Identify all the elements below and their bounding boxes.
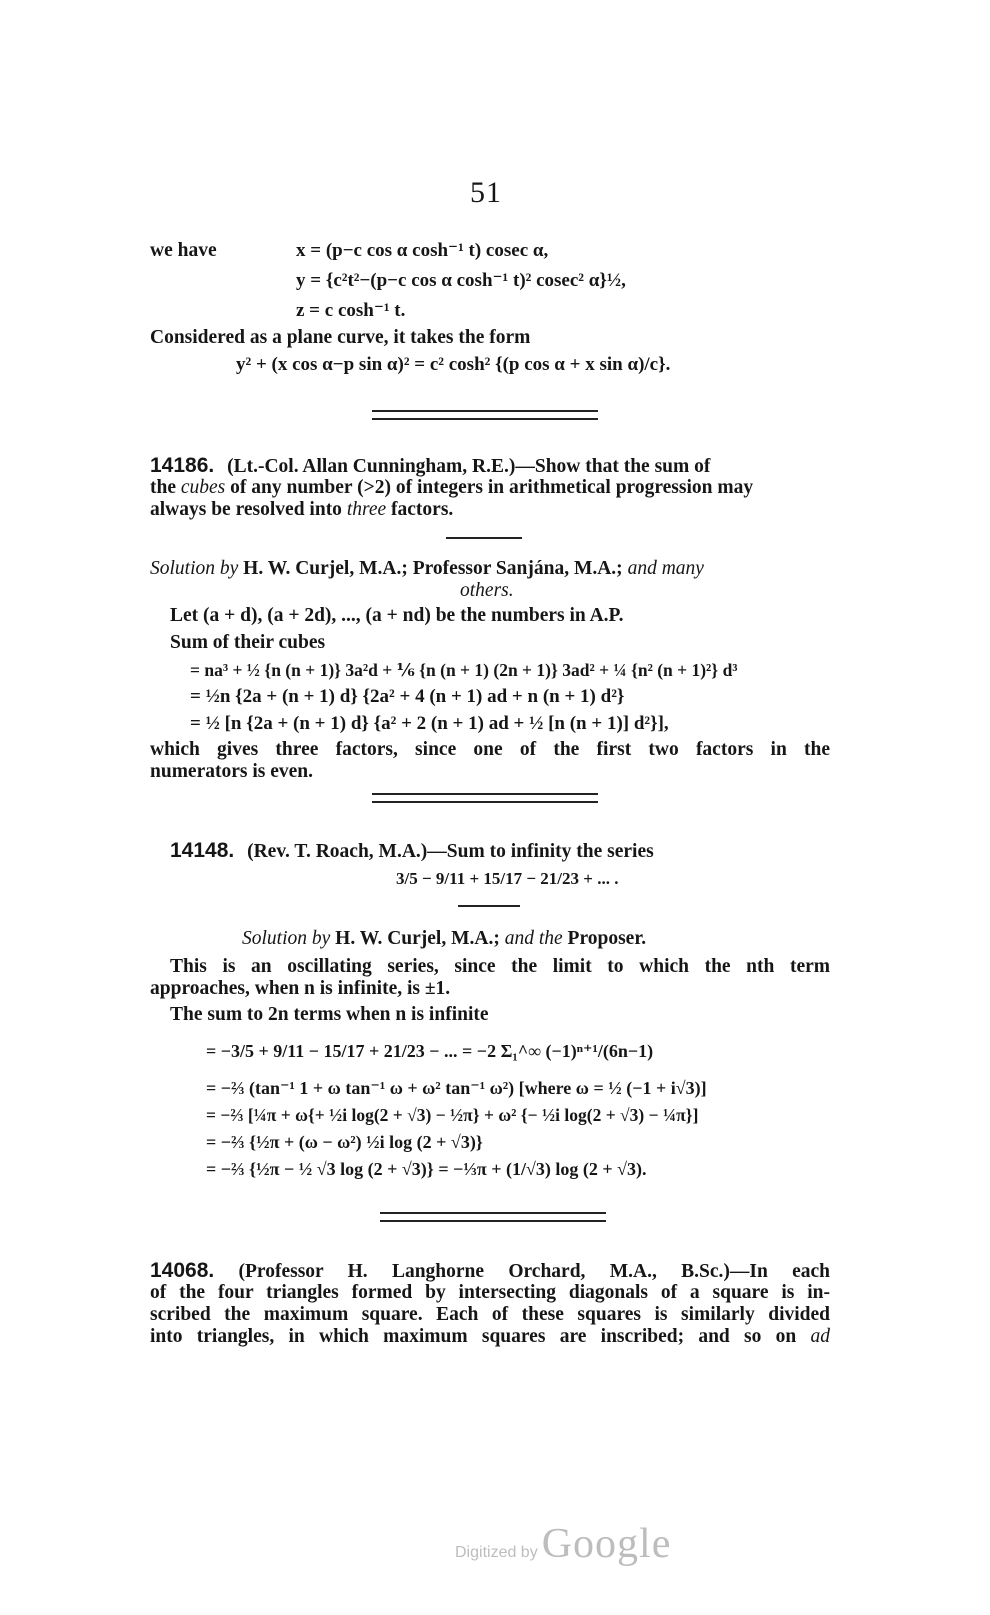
solution-by-line bbox=[150, 558, 704, 580]
emphasis-cubes: cubes bbox=[180, 477, 226, 498]
question-14068-line1 bbox=[150, 1260, 830, 1283]
others-label: others. bbox=[460, 580, 514, 601]
question-14148-line1 bbox=[170, 840, 654, 863]
page-number: 51 bbox=[470, 176, 502, 209]
and-many: and many bbox=[627, 558, 704, 579]
question-14186-line2 bbox=[150, 477, 753, 499]
and-the: and the bbox=[504, 928, 563, 949]
oscillating-line2: approaches, when n is infinite, is ±1. bbox=[150, 978, 451, 999]
solution-by-line bbox=[242, 928, 646, 950]
solvers: H. W. Curjel, M.A.; Professor Sanjána, M.A.; bbox=[243, 558, 623, 579]
plane-curve-text: Considered as a plane curve, it takes the form bbox=[150, 327, 531, 348]
question-14186-line1 bbox=[150, 455, 830, 478]
sum-2n-terms: The sum to 2n terms when n is infinite bbox=[170, 1004, 489, 1025]
question-14186-line3 bbox=[150, 499, 453, 521]
proposer: Proposer. bbox=[567, 928, 647, 949]
we-have-label: we have bbox=[150, 240, 217, 261]
solution-label: Solution by bbox=[150, 558, 239, 579]
question-author: (Rev. T. Roach, M.A.) bbox=[247, 841, 428, 862]
cubes-equation-2: = ½n {2a + (n + 1) d} {2a² + 4 (n + 1) ad + n (n + 1) d²} bbox=[190, 686, 625, 707]
solver: H. W. Curjel, M.A.; bbox=[335, 928, 500, 949]
factors-line2: numerators is even. bbox=[150, 761, 314, 782]
question-text: —Show that the sum of bbox=[515, 456, 711, 477]
question-text: —Sum to infinity the series bbox=[427, 841, 654, 862]
emphasis-ad: ad bbox=[810, 1326, 830, 1347]
solution-label: Solution by bbox=[242, 928, 331, 949]
oscillating-line1: This is an oscillating series, since the limit to which the nth term bbox=[170, 956, 830, 977]
text-run: of any number (>2) of integers in arithmetical progression may bbox=[225, 477, 754, 498]
sum-of-cubes-label: Sum of their cubes bbox=[170, 632, 326, 653]
cubes-equation-3: = ½ [n {2a + (n + 1) d} {a² + 2 (n + 1) ad + ½ [n (n + 1)] d²}], bbox=[190, 713, 669, 734]
question-number: 14186. bbox=[150, 454, 215, 477]
section-divider bbox=[372, 793, 598, 803]
question-14068-line4 bbox=[150, 1326, 830, 1348]
let-line: Let (a + d), (a + 2d), ..., (a + nd) be the numbers in A.P. bbox=[170, 605, 624, 626]
question-number: 14148. bbox=[170, 839, 235, 862]
question-14068-line3: scribed the maximum square. Each of these squares is similarly divided bbox=[150, 1304, 830, 1325]
plane-curve-equation: y² + (x cos α−p sin α)² = c² cosh² {(p cos α + x sin α)/c}. bbox=[236, 354, 671, 375]
text-run: always be resolved into bbox=[150, 499, 347, 520]
short-divider bbox=[458, 905, 520, 907]
question-14068-line2: of the four triangles formed by intersecting diagonals of a square is in- bbox=[150, 1282, 830, 1303]
emphasis-three: three bbox=[346, 499, 387, 520]
cubes-equation-1: = na³ + ½ {n (n + 1)} 3a²d + ⅙ {n (n + 1) (2n + 1)} 3ad² + ¼ {n² (n + 1)²} d³ bbox=[190, 660, 738, 680]
question-number: 14068. bbox=[150, 1259, 215, 1282]
series-equation-2: = −⅔ (tan⁻¹ 1 + ω tan⁻¹ ω + ω² tan⁻¹ ω²) [where ω = ½ (−1 + i√3)] bbox=[206, 1078, 707, 1098]
digitized-by-text: Digitized by bbox=[455, 1544, 538, 1561]
question-text: —In each bbox=[729, 1261, 830, 1282]
digitized-by-google-watermark bbox=[455, 1520, 671, 1568]
series-equation-5: = −⅔ {½π − ½ √3 log (2 + √3)} = −⅓π + (1/√3) log (2 + √3). bbox=[206, 1159, 647, 1179]
equation-x: x = (p−c cos α cosh⁻¹ t) cosec α, bbox=[296, 240, 549, 261]
equation-y: y = {c²t²−(p−c cos α cosh⁻¹ t)² cosec² α}½, bbox=[296, 270, 626, 291]
google-logo: Google bbox=[541, 1521, 672, 1567]
series-equation-1: = −3/5 + 9/11 − 15/17 + 21/23 − ... = −2 Σ₁^∞ (−1)ⁿ⁺¹/(6n−1) bbox=[206, 1041, 654, 1061]
short-divider bbox=[446, 537, 522, 539]
equation-z: z = c cosh⁻¹ t. bbox=[296, 300, 406, 321]
series-equation-3: = −⅔ [¼π + ω{+ ½i log(2 + √3) − ½π} + ω² {− ½i log(2 + √3) − ¼π}] bbox=[206, 1105, 699, 1125]
question-author: (Professor H. Langhorne Orchard, M.A., B.Sc.) bbox=[238, 1261, 730, 1282]
series-equation-4: = −⅔ {½π + (ω − ω²) ½i log (2 + √3)} bbox=[206, 1132, 483, 1152]
section-divider bbox=[380, 1212, 606, 1222]
series-expression: 3/5 − 9/11 + 15/17 − 21/23 + ... . bbox=[396, 869, 619, 888]
section-divider bbox=[372, 410, 598, 420]
question-author: (Lt.-Col. Allan Cunningham, R.E.) bbox=[227, 456, 516, 477]
factors-line1: which gives three factors, since one of the first two factors in the bbox=[150, 739, 830, 760]
text-run: factors. bbox=[386, 499, 454, 520]
text-run: into triangles, in which maximum squares are inscribed; and so on bbox=[150, 1326, 811, 1347]
text-run: the bbox=[150, 477, 181, 498]
